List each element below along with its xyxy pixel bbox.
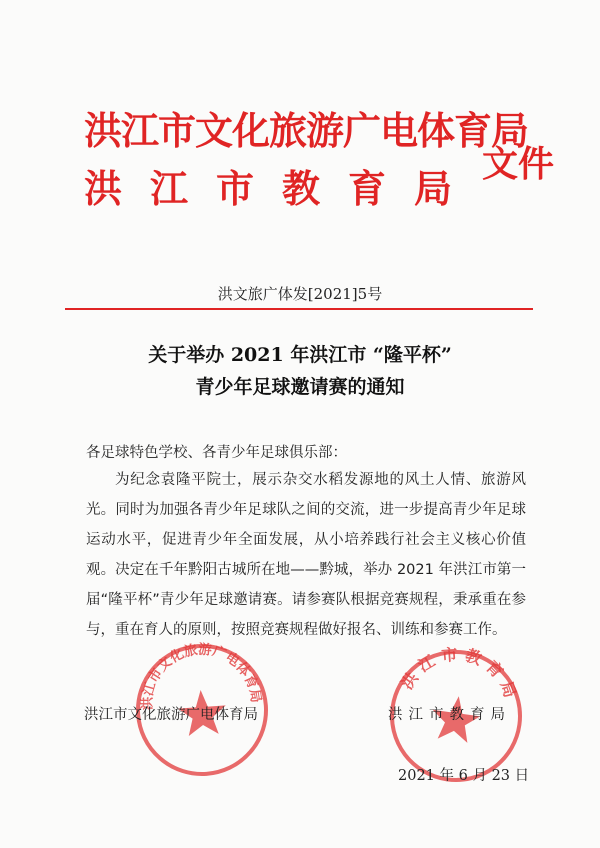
issue-date: 2021 年 6 月 23 日 (398, 768, 530, 784)
red-divider-line (65, 308, 533, 310)
issuer-name-line-1: 洪江市文化旅游广电体育局 (84, 108, 529, 153)
document-title-line-2: 青少年足球邀请赛的通知 (195, 376, 405, 398)
issuer-name-line-2: 洪江市教育局 (84, 166, 481, 211)
svg-text:洪江市教育局 (396, 637, 528, 708)
signature-right: 洪江市教育局 (388, 707, 511, 723)
document-title-line-1: 关于举办 2021 年洪江市 “隆平杯” (148, 344, 452, 366)
body-paragraph: 为纪念袁隆平院士，展示杂交水稻发源地的风土人情、旅游风光。同时为加强各青少年足球队之间的交流，进一步提高青少年足球运动水平，促进青少年全面发展，从小培养践行社会主义核心价值观。决定在千年黔阳古城所在地——黔城，举办 2021 年洪江市第一届“隆平杯”青少年足球邀请赛。请参赛队根据竞赛规程，秉承重在参与，重在育人的原则，按照竞赛规程做好报名、训练和参赛工作。 (86, 472, 526, 638)
seal-left-text: 洪江市文化旅游广电体育局 (139, 641, 264, 711)
salutation: 各足球特色学校、各青少年足球俱乐部： (86, 445, 347, 461)
seal-right-text: 洪江市教育局 (397, 644, 522, 706)
signature-left: 洪江市文化旅游广电体育局 (84, 707, 258, 723)
document-type-label: 文件 (482, 143, 555, 185)
document-number: 洪文旅广体发[2021]5号 (217, 285, 383, 303)
